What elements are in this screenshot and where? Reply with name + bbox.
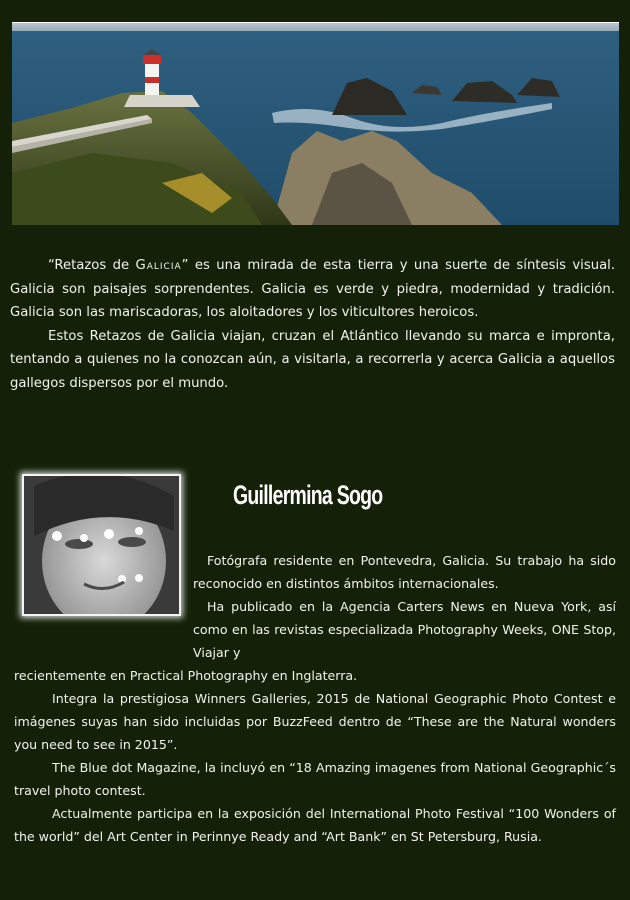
- bio-paragraph-2a: Ha publicado en la Agencia Carters News en Nueva York, así como en las revistas especializada Photography Weeks, ONE Stop, Viajar y: [193, 599, 616, 660]
- bio-paragraph-1: Fotógrafa residente en Pontevedra, Galicia. Su trabajo ha sido reconocido en distintos ámbitos internacionales.: [193, 553, 616, 591]
- bio-paragraph-4: The Blue dot Magazine, la incluyó en “18 Amazing imagenes from National Geographic´s travel photo contest.: [14, 760, 616, 798]
- intro-quote-open: “Retazos de: [48, 258, 136, 273]
- intro-paragraph-1: [10, 254, 615, 325]
- author-name: Guillermina Sogo: [233, 480, 383, 510]
- bio-paragraph-5: Actualmente participa en la exposición del International Photo Festival “100 Wonders of the world” del Art Center in Perinnye Ready and “Art Bank” en St Petersburg, Rusia.: [14, 806, 616, 844]
- lighthouse-coast-photo: [12, 22, 619, 225]
- intro-region-name: Galicia: [135, 258, 182, 273]
- author-bio: [14, 549, 616, 848]
- bio-paragraph-2b: recientemente en Practical Photography en Inglaterra.: [14, 668, 358, 683]
- bio-paragraph-3: Integra la prestigiosa Winners Galleries, 2015 de National Geographic Photo Contest e imágenes suyas han sido incluidas por BuzzFeed dentro de “These are the Natural wonders you need to see in 2015”.: [14, 691, 616, 752]
- intro-text: [10, 254, 615, 395]
- intro-paragraph-1-rest: ” es una mirada de esta tierra y una suerte de síntesis visual. Galicia son paisajes sorprendentes. Galicia es verde y piedra, modernidad y tradición. Galicia son las mariscadoras, los aloitadores y los viticultores heroicos.: [10, 258, 616, 320]
- intro-paragraph-2: Estos Retazos de Galicia viajan, cruzan el Atlántico llevando su marca e impronta, tentando a quienes no la conozcan aún, a visitarla, a recorrerla y acerca Galicia a aquellos gallegos dispersos por el mundo.: [10, 328, 615, 391]
